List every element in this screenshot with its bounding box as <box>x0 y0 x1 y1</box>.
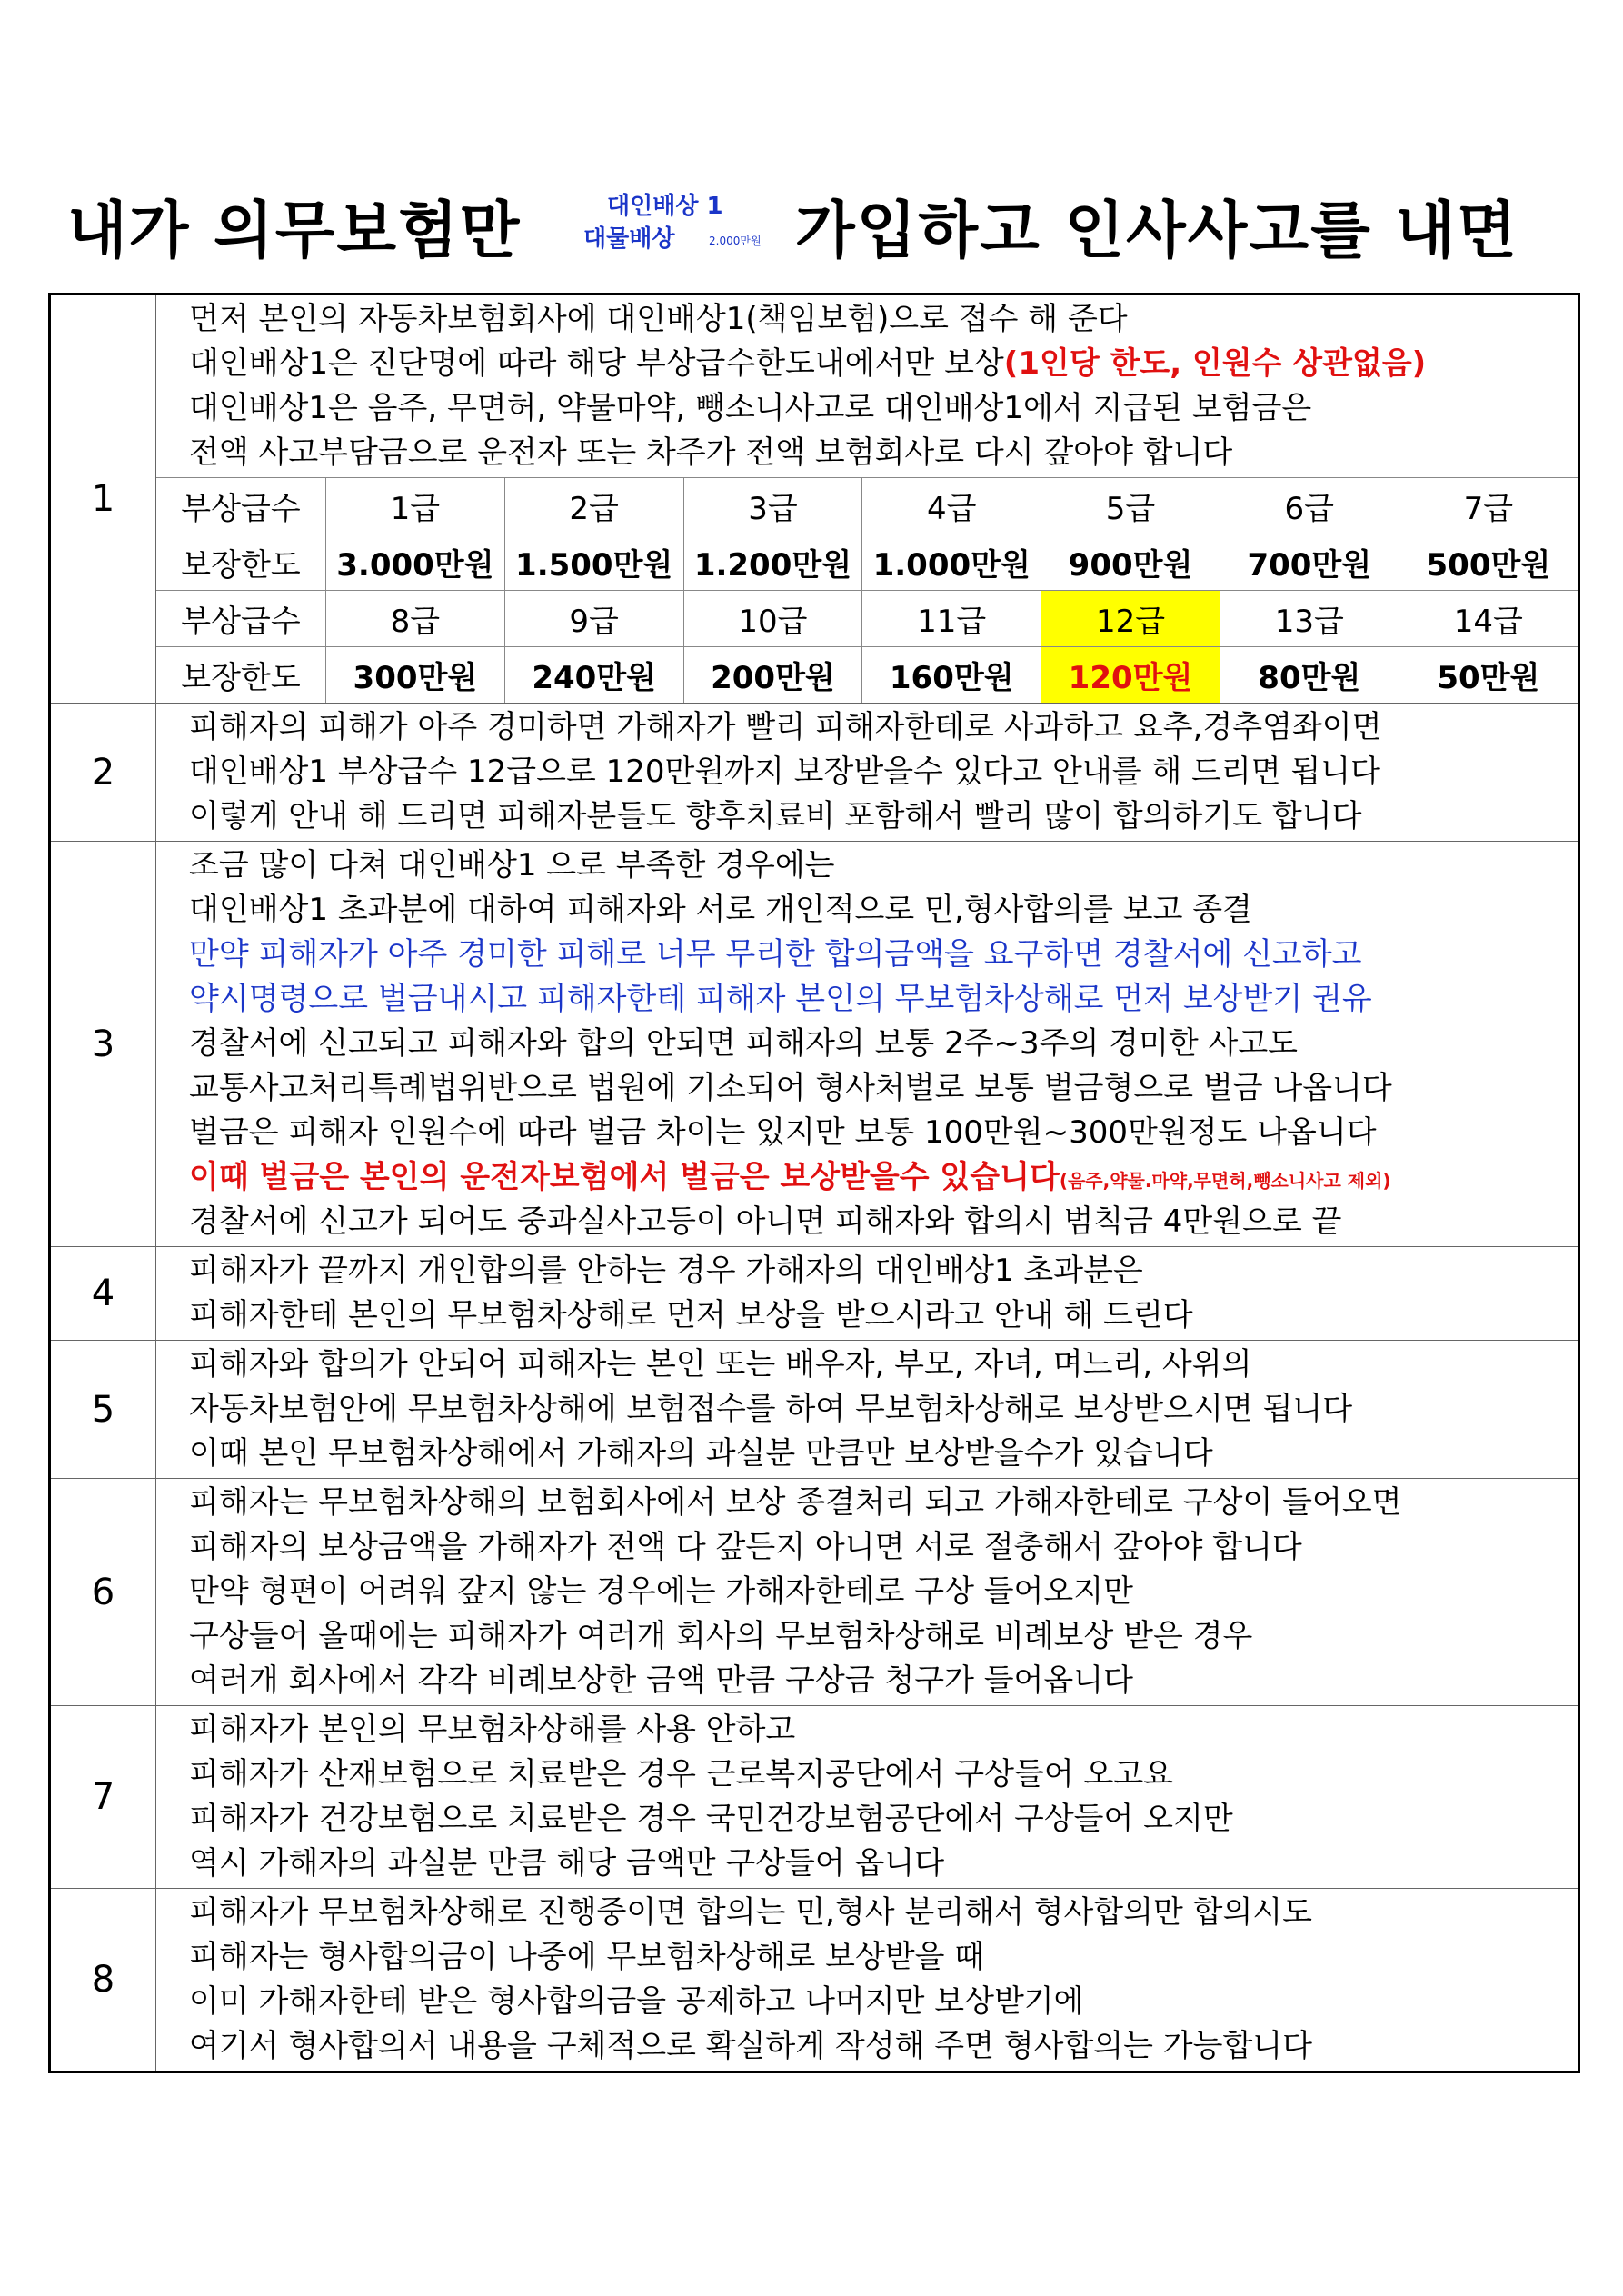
text-line: 피해자가 건강보험으로 치료받은 경우 국민건강보험공단에서 구상들어 오지만 <box>189 1801 1233 1837</box>
text-line: 피해자가 산재보험으로 치료받은 경우 근로복지공단에서 구상들어 오고요 <box>189 1756 1174 1792</box>
table-row <box>50 1706 1579 1889</box>
grade-cell: 8급 <box>326 591 505 647</box>
limit-cell: 1.500만원 <box>504 534 683 591</box>
text-line: 피해자의 보상금액을 가해자가 전액 다 갚든지 아니면 서로 절충해서 갚아야 합니다 <box>189 1529 1302 1565</box>
text-line: 이미 가해자한테 받은 형사합의금을 공제하고 나머지만 보상받기에 <box>189 1983 1084 2020</box>
row-number: 8 <box>50 1889 156 2072</box>
row-content <box>156 1889 1579 2072</box>
main-table <box>48 293 1580 2073</box>
grade-cell: 10급 <box>683 591 862 647</box>
text-line: 역시 가해자의 과실분 만큼 해당 금액만 구상들어 옵니다 <box>189 1845 945 1882</box>
text-line: 교통사고처리특례법위반으로 법원에 기소되어 형사처벌로 보통 벌금형으로 벌금 나옵니다 <box>189 1070 1392 1106</box>
grade-cell: 11급 <box>862 591 1041 647</box>
title-right: 가입하고 인사사고를 내면 <box>795 195 1518 267</box>
limit-cell: 160만원 <box>862 647 1041 704</box>
text-line: 여기서 형사합의서 내용을 구체적으로 확실하게 작성해 주면 형사합의는 가능합니다 <box>189 2028 1312 2064</box>
text-line: 대인배상1 초과분에 대하여 피해자와 서로 개인적으로 민,형사합의를 보고 종결 <box>189 892 1252 928</box>
limit-row <box>156 647 1578 704</box>
table-row <box>50 704 1579 842</box>
grade-row <box>156 591 1578 647</box>
exception-note: (음주,약물.마약,무면허,뺑소니사고 제외) <box>1059 1170 1391 1192</box>
grade-cell: 6급 <box>1220 478 1399 534</box>
grade-cell: 2급 <box>504 478 683 534</box>
grade-cell: 5급 <box>1041 478 1220 534</box>
limit-cell: 80만원 <box>1220 647 1399 704</box>
limit-row <box>156 534 1578 591</box>
table-row <box>50 1341 1579 1479</box>
grade-cell: 1급 <box>326 478 505 534</box>
grade-cell-highlighted: 12급 <box>1041 591 1220 647</box>
title-left: 내가 의무보험만 <box>67 195 522 267</box>
text-line: 만약 형편이 어려워 갚지 않는 경우에는 가해자한테로 구상 들어오지만 <box>189 1573 1133 1610</box>
text-segment: 대인배상1은 진단명에 따라 해당 부상급수한도내에서만 보상 <box>189 345 1004 382</box>
limit-cell: 500만원 <box>1399 534 1578 591</box>
limit-cell: 240만원 <box>504 647 683 704</box>
red-emphasis: 이때 벌금은 본인의 운전자보험에서 벌금은 보상받을수 있습니다 <box>189 1159 1060 1195</box>
limit-cell: 50만원 <box>1399 647 1578 704</box>
text-line-blue: 약시명령으로 벌금내시고 피해자한테 피해자 본인의 무보험차상해로 먼저 보상받기 권유 <box>189 981 1372 1017</box>
text-line: 피해자와 합의가 안되어 피해자는 본인 또는 배우자, 부모, 자녀, 며느리, 사위의 <box>189 1346 1252 1383</box>
grade-row <box>156 478 1578 534</box>
grade-cell: 9급 <box>504 591 683 647</box>
row-content <box>156 1479 1579 1706</box>
limit-cell: 300만원 <box>326 647 505 704</box>
title-sub-amount: 2.000만원 <box>709 235 762 247</box>
text-line: 먼저 본인의 자동차보험회사에 대인배상1(책임보험)으로 접수 해 준다 <box>189 301 1128 337</box>
text-line: 피해자가 끝까지 개인합의를 안하는 경우 가해자의 대인배상1 초과분은 <box>189 1253 1143 1289</box>
text-line: 대인배상1 부상급수 12급으로 120만원까지 보장받을수 있다고 안내를 해 드리면 됩니다 <box>189 754 1380 790</box>
text-line <box>156 342 1578 386</box>
text-line: 여러개 회사에서 각각 비례보상한 금액 만큼 구상금 청구가 들어옵니다 <box>189 1662 1133 1699</box>
grade-cell: 14급 <box>1399 591 1578 647</box>
row-number: 5 <box>50 1341 156 1479</box>
limit-cell: 900만원 <box>1041 534 1220 591</box>
text-line: 대인배상1은 음주, 무면허, 약물마약, 뺑소니사고로 대인배상1에서 지급된 보험금은 <box>189 390 1312 426</box>
text-line: 피해자는 형사합의금이 나중에 무보험차상해로 보상받을 때 <box>189 1939 985 1975</box>
row-content <box>156 294 1579 704</box>
row-number: 2 <box>50 704 156 842</box>
limit-label: 보장한도 <box>156 534 326 591</box>
text-line: 조금 많이 다쳐 대인배상1 으로 부족한 경우에는 <box>189 847 835 883</box>
grade-cell: 4급 <box>862 478 1041 534</box>
text-line: 이때 본인 무보험차상해에서 가해자의 과실분 만큼만 보상받을수가 있습니다 <box>189 1435 1213 1472</box>
row-number: 1 <box>50 294 156 704</box>
row-content <box>156 704 1579 842</box>
text-line: 피해자가 무보험차상해로 진행중이면 합의는 민,형사 분리해서 형사합의만 합의시도 <box>189 1894 1312 1931</box>
text-line <box>156 1155 1578 1200</box>
row-number: 4 <box>50 1247 156 1341</box>
limit-cell: 1.200만원 <box>683 534 862 591</box>
text-line: 자동차보험안에 무보험차상해에 보험접수를 하여 무보험차상해로 보상받으시면 됩니다 <box>189 1391 1353 1427</box>
table-row <box>50 1889 1579 2072</box>
limit-cell: 200만원 <box>683 647 862 704</box>
limit-cell: 700만원 <box>1220 534 1399 591</box>
text-line: 경찰서에 신고되고 피해자와 합의 안되면 피해자의 보통 2주~3주의 경미한 사고도 <box>189 1025 1299 1062</box>
row-content <box>156 1247 1579 1341</box>
table-row <box>50 1479 1579 1706</box>
text-line-blue: 만약 피해자가 아주 경미한 피해로 너무 무리한 합의금액을 요구하면 경찰서에 신고하고 <box>189 936 1362 973</box>
row-content <box>156 1341 1579 1479</box>
title-sub-line1: 대인배상 1 <box>607 193 723 220</box>
row-number: 3 <box>50 842 156 1247</box>
row-number: 7 <box>50 1706 156 1889</box>
page-title <box>64 173 1563 273</box>
grade-label: 부상급수 <box>156 478 326 534</box>
text-line: 피해자의 피해가 아주 경미하면 가해자가 빨리 피해자한테로 사과하고 요추,경추염좌이면 <box>189 709 1382 745</box>
title-sub-line2: 대물배상 <box>583 225 675 253</box>
limit-cell: 3.000만원 <box>326 534 505 591</box>
grade-cell: 7급 <box>1399 478 1578 534</box>
text-line: 구상들어 올때에는 피해자가 여러개 회사의 무보험차상해로 비례보상 받은 경우 <box>189 1618 1253 1654</box>
grade-cell: 13급 <box>1220 591 1399 647</box>
text-line: 피해자는 무보험차상해의 보험회사에서 보상 종결처리 되고 가해자한테로 구상이 들어오면 <box>189 1484 1402 1521</box>
text-line: 피해자한테 본인의 무보험차상해로 먼저 보상을 받으시라고 안내 해 드린다 <box>189 1297 1193 1333</box>
text-line: 피해자가 본인의 무보험차상해를 사용 안하고 <box>189 1712 796 1748</box>
row-content <box>156 1706 1579 1889</box>
limit-cell-highlighted: 120만원 <box>1041 647 1220 704</box>
row-content <box>156 842 1579 1247</box>
text-line: 이렇게 안내 해 드리면 피해자분들도 향후치료비 포함해서 빨리 많이 합의하기도 합니다 <box>189 798 1362 834</box>
text-line: 벌금은 피해자 인원수에 따라 벌금 차이는 있지만 보통 100만원~300만원정도 나옵니다 <box>189 1114 1377 1151</box>
text-line: 경찰서에 신고가 되어도 중과실사고등이 아니면 피해자와 합의시 범칙금 4만원으로 끝 <box>189 1203 1342 1240</box>
limit-label: 보장한도 <box>156 647 326 704</box>
table-row <box>50 294 1579 704</box>
row-number: 6 <box>50 1479 156 1706</box>
limit-cell: 1.000만원 <box>862 534 1041 591</box>
grade-table <box>156 477 1578 703</box>
table-row <box>50 842 1579 1247</box>
red-emphasis: (1인당 한도, 인원수 상관없음) <box>1003 345 1427 382</box>
text-line: 전액 사고부담금으로 운전자 또는 차주가 전액 보험회사로 다시 갚아야 합니다 <box>189 434 1233 471</box>
grade-label: 부상급수 <box>156 591 326 647</box>
table-row <box>50 1247 1579 1341</box>
grade-cell: 3급 <box>683 478 862 534</box>
